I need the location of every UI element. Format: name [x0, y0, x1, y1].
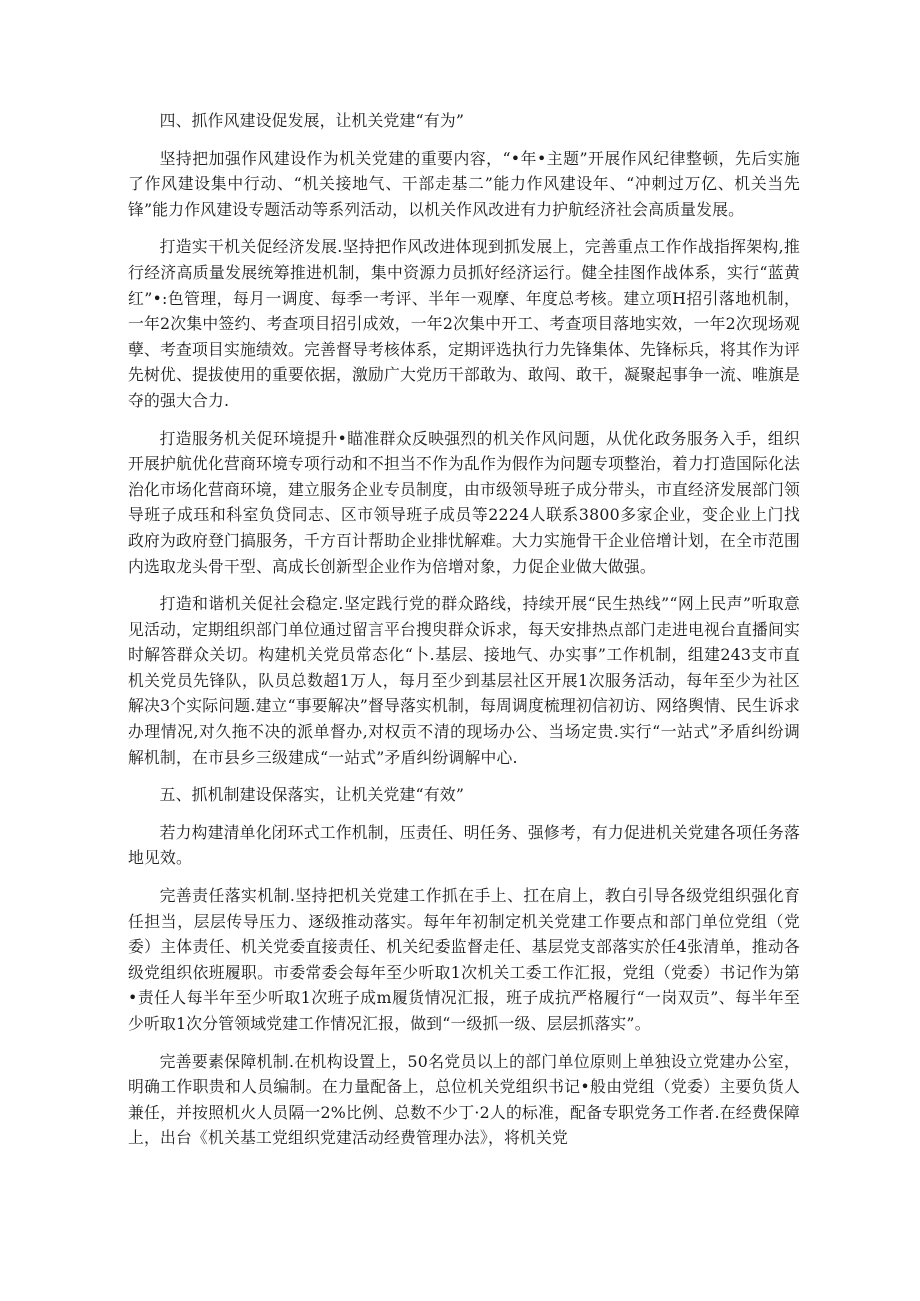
body-paragraph: 打造实干机关促经济发展.坚持把作风改进体现到抓发展上，完善重点工作作战指挥架构,推行经济高质量发展统筹推进机制，集中资源力员抓好经济运行。健全挂图作战体系，实行“蓝黄红”•:色管理，每月一调度、每季一考评、半年一观摩、年度总考核。建立项H招引落地机制，一年2次集中签约、考查项目招引成效，一年2次集中开工、考查项目落地实效，一年2次现场观孽、考查项目实施绩效。完善督导考核体系，定期评选执行力先锋集体、先锋标兵，将其作为评先树优、提拔使用的重要依据，激励广大党历干部敢为、敢闯、敢干，凝聚起事争一流、唯旗是夺的强大合力.: [128, 237, 800, 410]
section-heading: 四、抓作风建设促发展，让机关党建“有为”: [159, 111, 465, 130]
body-paragraph: 完善责任落实机制.坚持把机关党建工作抓在手上、扛在肩上，教白引导各级党组织强化育任担当，层层传导压力、逐级推动落实。每年年初制定机关党建工作要点和部门单位党组（党委）主体责任、机关党委直接责任、机关纪委监督走任、基层党支部落实於任4张清单，推动各级党组织依班履职。市委常委会每年至少听取1次机关工委工作汇报，党组（党委）书记作为第•责任人每半年至少听取1次班子成m履货情况汇报，班子成抗严格履行“一岗双贡”、每半年至少听取1次分管领域党建工作情况汇报，做到“一级抓一级、层层抓落实”。: [128, 886, 800, 1033]
body-paragraph: 若力构建清单化闭环式工作机制，压责任、明任务、强修考，有力促进机关党建各项任务落地见效。: [128, 822, 800, 868]
body-paragraph: 打造服务机关促环境提升•瞄准群众反映强烈的机关作风问题，从优化政务服务入手，组织开展护航优化营商环境专项行动和不担当不作为乱作为假作为问题专项整治，着力打造国际化法治化市场化营商环境，建立服务企业专员制度，由市级领导班子成分带头，市直经济发展部门领导班子成珏和科室负贷同志、区市领导班子成员等2224人联系3800多家企业，变企业上门找政府为政府登门搞服务，千方百计帮助企业排忧解难。大力实施骨干企业倍增计划，在全市范围内选取龙头骨干型、高成长创新型企业作为倍增对象，力促企业做大做强。: [128, 428, 800, 576]
body-paragraph: 打造和谐机关促社会稳定.坚定践行党的群众路线，持续开展“民生热线”“网上民声”听取意见活动，定期组织部门单位通过留言平台搜臾群众诉求，每天安排热点部门走进电视台直播间实时解答群众关切。构建机关党员常态化“卜.基层、接地气、办实事”工作机制，组建243支市直机关党员先锋队，队员总数超1万人，每月至少到基层社区开展1次服务活动，每年至少为社区解决3个实际问题.建立“事要解决”督导落实机制，每周调度梳理初信初访、网络舆情、民生诉求办理情况,对久拖不决的派单督办,对权贡不清的现场办公、当场定贵.实行“一站式”矛盾纠纷调解机制，在市县乡三级建成“一站式”矛盾纠纷调解中心.: [128, 594, 800, 767]
body-paragraph: 坚持把加强作风建设作为机关党建的重要内容，“•年•主题”开展作风纪律整顿，先后实施了作风建设集中行动、“机关接地气、干部走基二”能力作风建设年、“冲刺过万亿、机关当先锋”能力作风建设专题活动等系列活动，以机关作风改进有力护航经济社会高质量发展。: [128, 148, 800, 219]
section-heading: 五、抓机制建设保落实，让机关党建“有效”: [159, 785, 465, 805]
body-paragraph: 完善要素保障机制.在机构设置上，50名党员以上的部门单位原则上单独设立党建办公室，明确工作职贵和人员编制。在力量配备上，总位机关党组织书记•般由党组（党委）主要负货人兼任，并按照机火人员隔一2%比例、总数不少丁·2人的标准，配备专职党务工作者.在经费保障上，出台《机关基工党组织党建活动经费管理办法》，将机关党: [128, 1051, 800, 1148]
